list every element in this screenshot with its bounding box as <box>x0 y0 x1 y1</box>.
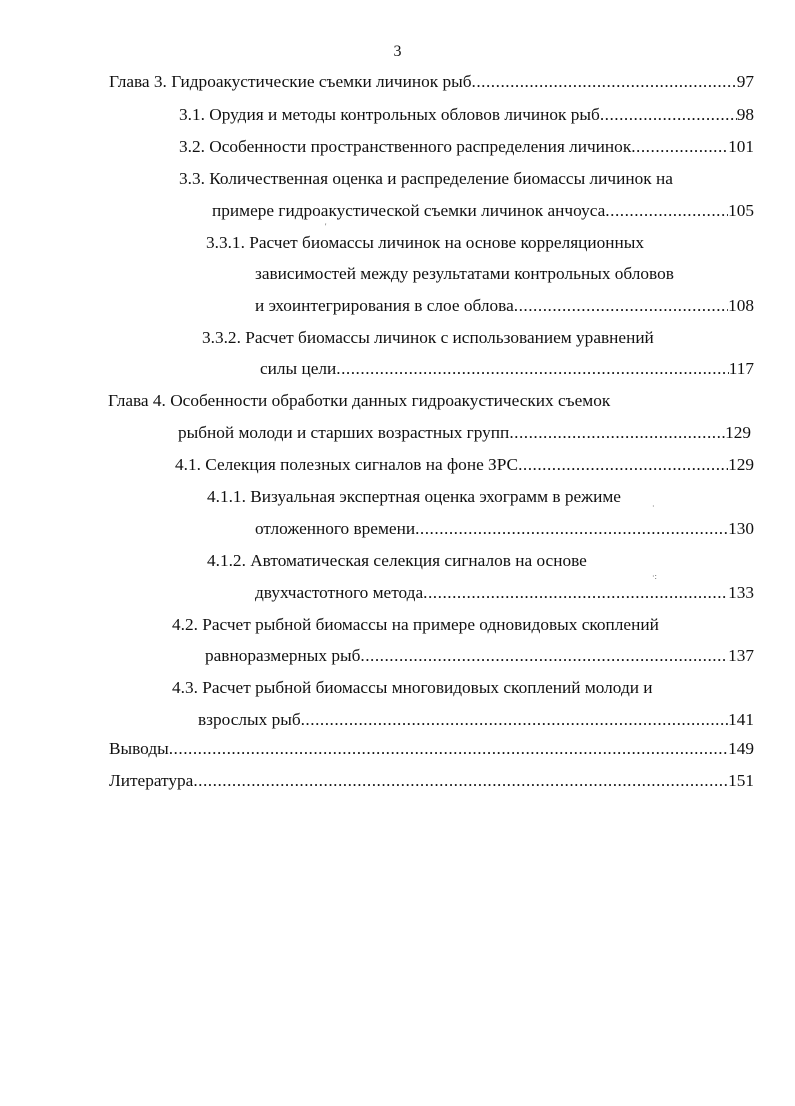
scan-speck: ·: <box>652 572 657 581</box>
toc-entry-title: Литература <box>109 771 194 790</box>
toc-entry-4-1-2-line-1 <box>207 549 587 573</box>
toc-entry-page: 141 <box>728 710 754 729</box>
scan-speck: ' <box>325 222 327 231</box>
toc-entry-title: Выводы <box>109 739 169 758</box>
toc-entry-conclusions <box>109 737 754 761</box>
toc-entry-title: 3.3.1. Расчет биомассы личинок на основе корреляционных <box>206 233 645 252</box>
toc-entry-page: 97 <box>736 72 754 91</box>
toc-entry-page: 137 <box>728 646 754 665</box>
dot-leader <box>423 581 728 605</box>
dot-leader <box>514 294 728 318</box>
dot-leader <box>631 135 728 159</box>
toc-entry-3-3-1-line-2 <box>255 262 674 286</box>
toc-entry-title: 4.3. Расчет рыбной биомассы многовидовых скоплений молоди и <box>172 678 653 697</box>
dot-leader <box>605 199 728 223</box>
toc-entry-title: зависимостей между результатами контрольных обловов <box>255 264 674 283</box>
toc-entry-title: рыбной молоди и старших возрастных групп <box>178 423 510 442</box>
toc-entry-4-1-2-line-2 <box>255 581 754 605</box>
toc-entry-title: 4.1.1. Визуальная экспертная оценка эхограмм в режиме <box>207 487 621 506</box>
toc-entry-page: 130 <box>728 519 754 538</box>
toc-entry-title: 4.1. Селекция полезных сигналов на фоне ЗРС <box>175 455 519 474</box>
toc-entry-chapter-4-line-1 <box>108 389 610 413</box>
dot-leader <box>169 737 728 761</box>
dot-leader <box>600 103 737 127</box>
toc-entry-3-3-1-line-3 <box>255 294 754 318</box>
toc-entry-3-3-line-2 <box>212 199 754 223</box>
toc-entry-3-3-1-line-1 <box>206 231 644 255</box>
dot-leader <box>415 517 728 541</box>
toc-entry-title: 3.3.2. Расчет биомассы личинок с использованием уравнений <box>202 328 654 347</box>
toc-entry-title: Глава 4. Особенности обработки данных гидроакустических съемок <box>108 391 611 410</box>
toc-entry-references <box>109 769 754 793</box>
toc-entry-page: 151 <box>728 771 754 790</box>
dot-leader <box>472 70 737 94</box>
toc-entry-page: 98 <box>736 105 754 124</box>
toc-entry-4-1 <box>175 453 754 477</box>
dot-leader <box>509 421 725 445</box>
toc-entry-page: 149 <box>728 739 754 758</box>
toc-entry-4-2-line-1 <box>172 613 659 637</box>
scan-speck: · <box>652 502 655 511</box>
toc-entry-title: взрослых рыб <box>198 710 301 729</box>
toc-entry-title: и эхоинтегрирования в слое облова <box>255 296 514 315</box>
dot-leader <box>301 708 728 732</box>
dot-leader <box>336 357 728 381</box>
toc-entry-title: 3.3. Количественная оценка и распределение биомассы личинок на <box>179 169 673 188</box>
toc-entry-title: двухчастотного метода <box>255 583 424 602</box>
dot-leader <box>518 453 728 477</box>
toc-entry-title: примере гидроакустической съемки личинок анчоуса <box>212 201 606 220</box>
toc-entry-page: 133 <box>728 583 754 602</box>
dot-leader <box>193 769 728 793</box>
toc-entry-page: 101 <box>728 137 754 156</box>
toc-entry-page: 129 <box>725 423 751 442</box>
toc-entry-title: 3.1. Орудия и методы контрольных обловов личинок рыб <box>179 105 600 124</box>
toc-entry-3-1 <box>179 103 754 127</box>
toc-entry-chapter-3 <box>109 70 754 94</box>
toc-entry-title: равноразмерных рыб <box>205 646 361 665</box>
toc-entry-4-2-line-2 <box>205 644 754 668</box>
toc-entry-page: 108 <box>728 296 754 315</box>
toc-entry-page: 105 <box>728 201 754 220</box>
toc-entry-page: 117 <box>728 359 754 378</box>
page-number: 3 <box>393 43 402 60</box>
toc-entry-3-3-2-line-1 <box>202 326 654 350</box>
toc-entry-4-1-1-line-2 <box>255 517 754 541</box>
toc-entry-4-3-line-2 <box>198 708 754 732</box>
toc-entry-page: 129 <box>728 455 754 474</box>
dot-leader <box>360 644 728 668</box>
toc-entry-title: Глава 3. Гидроакустические съемки личинок рыб <box>109 72 472 91</box>
toc-entry-chapter-4-line-2 <box>178 421 751 445</box>
toc-entry-3-3-2-line-2 <box>260 357 754 381</box>
toc-entry-title: 4.2. Расчет рыбной биомассы на примере одновидовых скоплений <box>172 615 659 634</box>
toc-entry-4-3-line-1 <box>172 676 653 700</box>
toc-entry-title: отложенного времени <box>255 519 416 538</box>
toc-entry-title: 4.1.2. Автоматическая селекция сигналов на основе <box>207 551 587 570</box>
toc-entry-title: силы цели <box>260 359 337 378</box>
toc-entry-title: 3.2. Особенности пространственного распределения личинок <box>179 137 632 156</box>
toc-entry-3-3-line-1 <box>179 167 673 191</box>
toc-entry-3-2 <box>179 135 754 159</box>
toc-entry-4-1-1-line-1 <box>207 485 621 509</box>
